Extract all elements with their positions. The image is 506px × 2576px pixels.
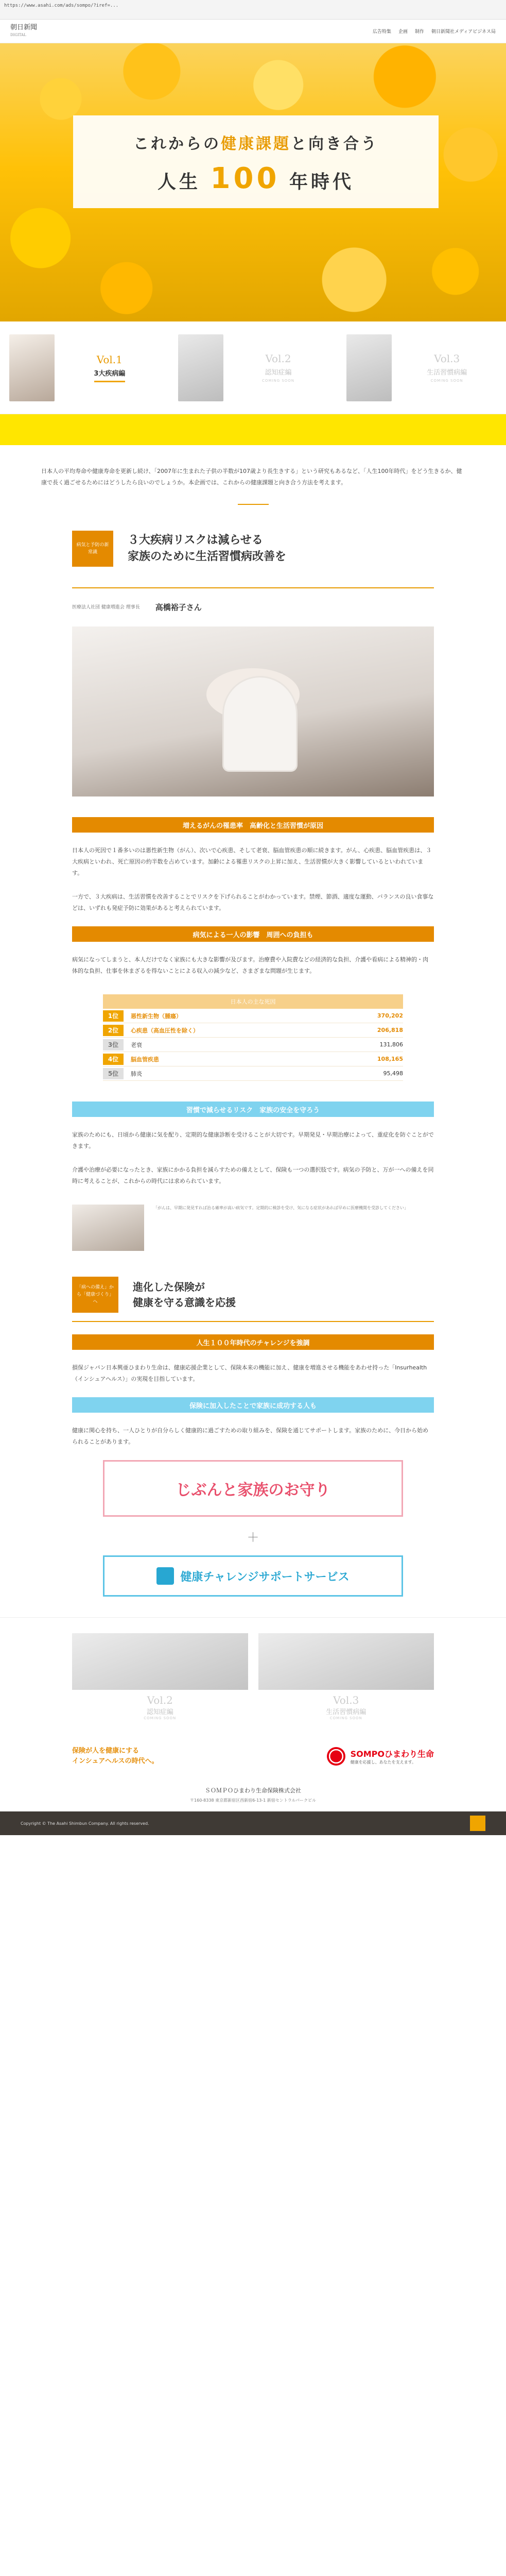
vol2-card-thumbnail — [72, 1633, 248, 1690]
section-heading-5: 保険に加入したことで家族に成功する人も — [72, 1397, 434, 1413]
doctor-profile — [0, 604, 506, 621]
doctor-org: 医療法人社団 健康増進会 理事長 — [72, 605, 140, 610]
plus-icon: ＋ — [247, 1530, 259, 1545]
product-logo-challenge[interactable] — [103, 1555, 403, 1597]
logo-text: 朝日新聞 — [10, 23, 38, 31]
product-omamori-label: じぶんと家族のお守り — [176, 1481, 330, 1499]
vol3-title: 生活習慣病編 — [427, 369, 467, 377]
brand-tagline: 健康を応援し、あなたを支えます。 — [350, 1760, 416, 1765]
vol1-number: Vol.1 — [96, 353, 123, 366]
health-challenge-icon — [156, 1567, 174, 1585]
feature1-tag: 病気と予防の新常識 — [72, 531, 113, 567]
stat-value: 95,498 — [383, 1070, 403, 1077]
url-text: https://www.asahi.com/ads/sompo/?iref=... — [4, 3, 119, 8]
feature2-title-line2: 健康を守る意識を応援 — [133, 1296, 236, 1309]
stat-row — [103, 1066, 403, 1081]
vol-tab-3[interactable] — [337, 321, 506, 414]
sompo-logo[interactable] — [327, 1747, 434, 1766]
slogan-line1: 保険が人を健康にする — [72, 1747, 139, 1755]
vol2-card-number: Vol.2 — [147, 1694, 173, 1706]
back-to-top-button[interactable] — [470, 1816, 485, 1831]
vol2-title: 認知症編 — [265, 369, 292, 377]
product-logo-omamori[interactable] — [103, 1460, 403, 1517]
stat-name: 心疾患（高血圧性を除く） — [131, 1027, 199, 1034]
vol2-card-title: 認知症編 — [146, 1708, 173, 1716]
stat-row — [103, 1052, 403, 1066]
nav-item-media[interactable]: 朝日新聞社メディアビジネス局 — [431, 29, 496, 35]
vol-card-2[interactable] — [72, 1633, 248, 1720]
feature2-header — [0, 1266, 506, 1318]
stat-row — [103, 1038, 403, 1052]
nav-item-produce[interactable]: 制作 — [414, 29, 424, 35]
vol-tab-2[interactable] — [169, 321, 338, 414]
feature2-tag: 「病への備え」から「健康づくり」へ — [72, 1277, 118, 1313]
vol3-card-number: Vol.3 — [333, 1694, 359, 1706]
vol-card-3[interactable] — [258, 1633, 434, 1720]
feature1-underline — [72, 587, 434, 588]
hero-line2-post: 年時代 — [289, 172, 355, 193]
header-nav — [373, 28, 496, 35]
vol3-thumbnail — [346, 334, 392, 401]
paragraph-2: 一方で、３大疾病は、生活習慣を改善することでリスクを下げられることがわかっています。禁煙、節酒、適度な運動、バランスの良い食事などは、いずれも発症予防に効果があると考えられています。 — [72, 893, 434, 911]
hero-line1-hl: 健康課題 — [221, 135, 291, 153]
stat-row — [103, 1009, 403, 1023]
paragraph-3: 病気になってしまうと、本人だけでなく家族にも大きな影響が及びます。治療費や入院費などの経済的な負担、介護や看病による精神的・肉体的な負担、仕事を休まざるを得ないことによる収入の減少など、さまざまな問題が生じます。 — [72, 956, 429, 974]
section-heading-1: 増えるがんの罹患率 高齢化と生活習慣が原因 — [72, 817, 434, 833]
copyright-text: Copyright © The Asahi Shimbun Company. All rights reserved. — [21, 1821, 149, 1826]
quote-text: 「がんは、早期に発見すれば治る確率が高い病気です。定期的に検診を受け、気になる症状があれば早めに医療機関を受診してください」 — [153, 1206, 409, 1210]
footer-banner — [0, 1736, 506, 1777]
vol-cards-bottom — [0, 1617, 506, 1736]
stat-value: 108,165 — [377, 1056, 403, 1062]
stat-value: 131,806 — [379, 1041, 403, 1048]
vol-tabs — [0, 321, 506, 414]
vol-tab-1[interactable] — [0, 321, 169, 414]
vol2-card-coming-soon: COMING SOON — [144, 1716, 177, 1720]
logo-sub: DIGITAL — [10, 32, 26, 37]
footer-address: 〒160-8338 東京都新宿区西新宿6-13-1 新宿セントラルパークビル — [190, 1798, 316, 1803]
hero-title-line2 — [73, 162, 439, 195]
section-heading-4: 人生１００年時代のチャレンジを強調 — [72, 1334, 434, 1350]
slogan-line2: インシュアヘルスの時代へ。 — [72, 1757, 159, 1765]
stat-name: 悪性新生物（腫瘍） — [131, 1012, 182, 1020]
vol3-card-coming-soon: COMING SOON — [329, 1716, 362, 1720]
hero-title-line1 — [73, 131, 439, 154]
paragraph-5: 介護や治療が必要になったとき、家族にかかる負担を減らすための備えとして、保険も一つの選択肢です。病気の予防と、万が一への備えを同時に考えることが、これからの時代には求められています。 — [72, 1166, 434, 1184]
stat-rank: 4位 — [103, 1054, 124, 1065]
stat-rank: 1位 — [103, 1010, 124, 1022]
footer-company: ＳＯＭＰＯひまわり生命保険株式会社 — [205, 1787, 301, 1794]
section-heading-3: 習慣で減らせるリスク 家族の安全を守ろう — [72, 1101, 434, 1117]
footer-slogan — [72, 1746, 159, 1767]
brand-name: SOMPOひまわり生命 — [350, 1749, 434, 1759]
hero-line1-post: と向き合う — [291, 135, 378, 153]
vol3-card-thumbnail — [258, 1633, 434, 1690]
feature2-title-line1: 進化した保険が — [133, 1281, 205, 1293]
feature2-title — [133, 1279, 236, 1310]
feature2-underline — [72, 1321, 434, 1322]
feature1-title-line2: 家族のために生活習慣病改善を — [128, 550, 287, 563]
intro-text: 日本人の平均寿命や健康寿命を更新し続け、「2007年に生まれた子供の半数が107歳より長生きする」という研究もあるなど、「人生100年時代」をどう生きるか、健康で長く過ごせるためにはどうしたら良いのでしょうか。本企画では、これからの健康課題と向き合う方法を考えます。 — [41, 468, 462, 486]
stats-title: 日本人の主な死因 — [103, 994, 403, 1009]
hero-title-box — [73, 115, 439, 208]
hero-sunflowers — [0, 43, 506, 321]
section-heading-2: 病気による一人の影響 周囲への負担も — [72, 926, 434, 942]
nav-item-plan[interactable]: 企画 — [398, 29, 408, 35]
intro-separator — [238, 504, 269, 505]
hero-line1-pre: これからの — [133, 135, 221, 153]
vol1-thumbnail — [9, 334, 55, 401]
stat-value: 370,202 — [377, 1012, 403, 1019]
product-challenge-label: 健康チャレンジサポートサービス — [180, 1570, 350, 1584]
death-cause-table — [103, 994, 403, 1081]
feature1-title — [128, 532, 286, 565]
vol2-coming-soon: COMING SOON — [261, 379, 295, 383]
stat-row — [103, 1023, 403, 1038]
hero-line2-pre: 人生 — [157, 172, 201, 193]
feature1-header — [0, 520, 506, 587]
vol1-active-bar — [94, 381, 125, 382]
yellow-divider — [0, 414, 506, 445]
vol3-coming-soon: COMING SOON — [430, 379, 463, 383]
feature1-title-line1: ３大疾病リスクは減らせる — [128, 534, 263, 547]
stat-value: 206,818 — [377, 1027, 403, 1033]
stat-rank: 3位 — [103, 1039, 124, 1050]
footer-bottom-bar — [0, 1811, 506, 1835]
doctor-photo — [72, 626, 434, 796]
quote-row — [0, 1199, 506, 1266]
doctor-name: 高橋裕子さん — [155, 603, 202, 612]
vol2-thumbnail — [178, 334, 223, 401]
vol3-card-title: 生活習慣病編 — [326, 1708, 367, 1716]
hero-line2-big: 100 — [210, 162, 280, 195]
paragraph-6: 損保ジャパン日本興亜ひまわり生命は、健康応援企業として、保険本来の機能に加え、健康を増進させる機能をあわせ持った「Insurhealth（インシュアヘルス）」の実現を目指しています。 — [72, 1364, 427, 1382]
stat-rank: 5位 — [103, 1068, 124, 1079]
url-bar[interactable] — [0, 0, 506, 20]
site-header — [0, 20, 506, 43]
vol2-number: Vol.2 — [265, 352, 291, 365]
paragraph-4: 家族のためにも、日頃から健康に気を配り、定期的な健康診断を受けることが大切です。早期発見・早期治療によって、重症化を防ぐことができます。 — [72, 1131, 434, 1149]
paragraph-7: 健康に関心を持ち、一人ひとりが自分らしく健康的に過ごすための取り組みを、保険を通じてサポートします。家族のために、今日から始められることがあります。 — [72, 1427, 429, 1445]
site-logo[interactable] — [10, 24, 37, 39]
nav-item-ad[interactable]: 広告特集 — [372, 29, 391, 35]
vol3-number: Vol.3 — [434, 352, 460, 365]
stat-name: 老衰 — [131, 1041, 142, 1048]
quote-photo — [72, 1205, 144, 1251]
paragraph-1: 日本人の死因で１番多いのは悪性新生物（がん）、次いで心疾患、そして老衰、脳血管疾患の順に続きます。がん、心疾患、脳血管疾患は、３大疾病といわれ、死亡原因の約半数を占めています。加齢による罹患リスクの上昇に加え、生活習慣が大きく影響しているといわれています。 — [72, 847, 432, 876]
vol1-title: 3大疾病編 — [94, 369, 126, 378]
stat-name: 脳血管疾患 — [131, 1056, 159, 1063]
sunflower-logo-icon — [327, 1747, 345, 1766]
stat-rank: 2位 — [103, 1025, 124, 1036]
stat-name: 肺炎 — [131, 1070, 142, 1077]
